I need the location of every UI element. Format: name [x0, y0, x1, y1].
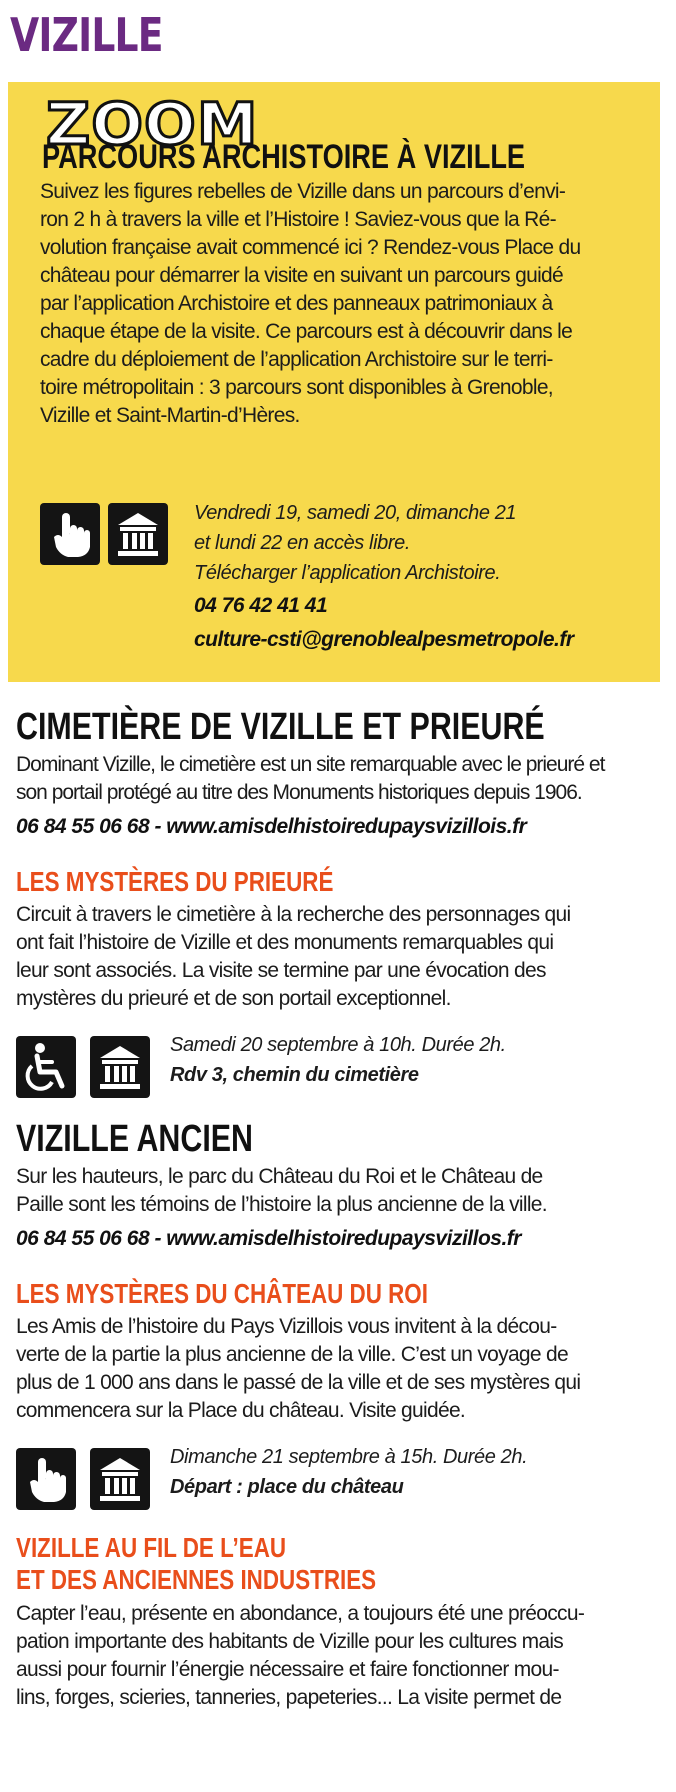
monument-icon [108, 503, 168, 565]
eau-title-line: VIZILLE AU FIL DE L’EAU [16, 1532, 287, 1563]
text-line: cadre du déploiement de l’application Archistoire sur le terri- [40, 348, 553, 371]
text-line: Vizille et Saint-Martin-d’Hères. [40, 404, 300, 427]
chateau-title: LES MYSTÈRES DU CHÂTEAU DU ROI [16, 1278, 428, 1309]
zoom-phone: 04 76 42 41 41 [194, 594, 328, 617]
text-line: Les Amis de l’histoire du Pays Vizillois vous invitent à la décou- [16, 1315, 557, 1338]
text-line: verte de la partie la plus ancienne de la ville. C’est un voyage de [16, 1343, 568, 1366]
chateau-info [170, 1442, 527, 1502]
text-line: mystères du prieuré et de son portail exceptionnel. [16, 987, 451, 1010]
cimetiere-contact: 06 84 55 06 68 - www.amisdelhistoiredupaysvizillois.fr [16, 815, 527, 838]
text-line: Suivez les figures rebelles de Vizille dans un parcours d’envi- [40, 180, 566, 203]
zoom-info [194, 498, 516, 588]
city-title: VIZILLE [10, 8, 163, 62]
cimetiere-paragraph [16, 751, 660, 807]
text-line: Capter l’eau, présente en abondance, a toujours été une préoccu- [16, 1602, 585, 1625]
hand-pointer-icon [40, 503, 100, 565]
text-line: Paille sont les témoins de l’histoire la plus ancienne de la ville. [16, 1193, 547, 1216]
text-line: Circuit à travers le cimetière à la recherche des personnages qui [16, 903, 571, 926]
zoom-title: PARCOURS ARCHISTOIRE À VIZILLE [42, 138, 526, 176]
info-line: et lundi 22 en accès libre. [194, 532, 411, 554]
text-line: par l’application Archistoire et des panneaux patrimoniaux à [40, 292, 553, 315]
wheelchair-icon [16, 1036, 76, 1098]
info-line: Vendredi 19, samedi 20, dimanche 21 [194, 502, 517, 524]
monument-icon [90, 1036, 150, 1098]
text-line: ron 2 h à travers la ville et l’Histoire ! Saviez-vous que la Ré- [40, 208, 556, 231]
prieure-info [170, 1030, 506, 1090]
eau-paragraph [16, 1600, 660, 1712]
hand-pointer-icon [16, 1448, 76, 1510]
text-line: plus de 1 000 ans dans le passé de la ville et de ses mystères qui [16, 1371, 581, 1394]
chateau-paragraph [16, 1313, 660, 1425]
ancien-paragraph [16, 1163, 660, 1219]
info-line: Télécharger l’application Archistoire. [194, 562, 501, 584]
info-date: Dimanche 21 septembre à 15h. Durée 2h. [170, 1446, 528, 1468]
text-line: toire métropolitain : 3 parcours sont disponibles à Grenoble, [40, 376, 553, 399]
info-place: Rdv 3, chemin du cimetière [170, 1064, 419, 1086]
info-place: Départ : place du château [170, 1476, 404, 1498]
text-line: ont fait l’histoire de Vizille et des monuments remarquables qui [16, 931, 554, 954]
text-line: château pour démarrer la visite en suivant un parcours guidé [40, 264, 563, 287]
eau-title-line: ET DES ANCIENNES INDUSTRIES [16, 1564, 377, 1595]
text-line: lins, forges, scieries, tanneries, papeteries... La visite permet de [16, 1686, 562, 1709]
ancien-contact: 06 84 55 06 68 - www.amisdelhistoiredupaysvizillos.fr [16, 1227, 521, 1250]
eau-title [16, 1532, 376, 1596]
zoom-email: culture-csti@grenoblealpesmetropole.fr [194, 628, 574, 651]
text-line: son portail protégé au titre des Monuments historiques depuis 1906. [16, 781, 582, 804]
ancien-title: VIZILLE ANCIEN [16, 1118, 254, 1160]
cimetiere-title: CIMETIÈRE DE VIZILLE ET PRIEURÉ [16, 706, 545, 748]
text-line: Sur les hauteurs, le parc du Château du Roi et le Château de [16, 1165, 543, 1188]
text-line: chaque étape de la visite. Ce parcours est à découvrir dans le [40, 320, 573, 343]
prieure-paragraph [16, 901, 660, 1013]
text-line: Dominant Vizille, le cimetière est un site remarquable avec le prieuré et [16, 753, 605, 776]
text-line: aussi pour fournir l’énergie nécessaire et faire fonctionner mou- [16, 1658, 559, 1681]
monument-icon [90, 1448, 150, 1510]
text-line: pation importante des habitants de Vizille pour les cultures mais [16, 1630, 564, 1653]
zoom-paragraph [40, 178, 650, 430]
text-line: leur sont associés. La visite se termine par une évocation des [16, 959, 546, 982]
info-date: Samedi 20 septembre à 10h. Durée 2h. [170, 1034, 506, 1056]
text-line: volution française avait commencé ici ? Rendez-vous Place du [40, 236, 581, 259]
prieure-title: LES MYSTÈRES DU PRIEURÉ [16, 866, 334, 897]
text-line: commencera sur la Place du château. Visite guidée. [16, 1399, 466, 1422]
zoom-badge: ZOOM [46, 90, 259, 158]
